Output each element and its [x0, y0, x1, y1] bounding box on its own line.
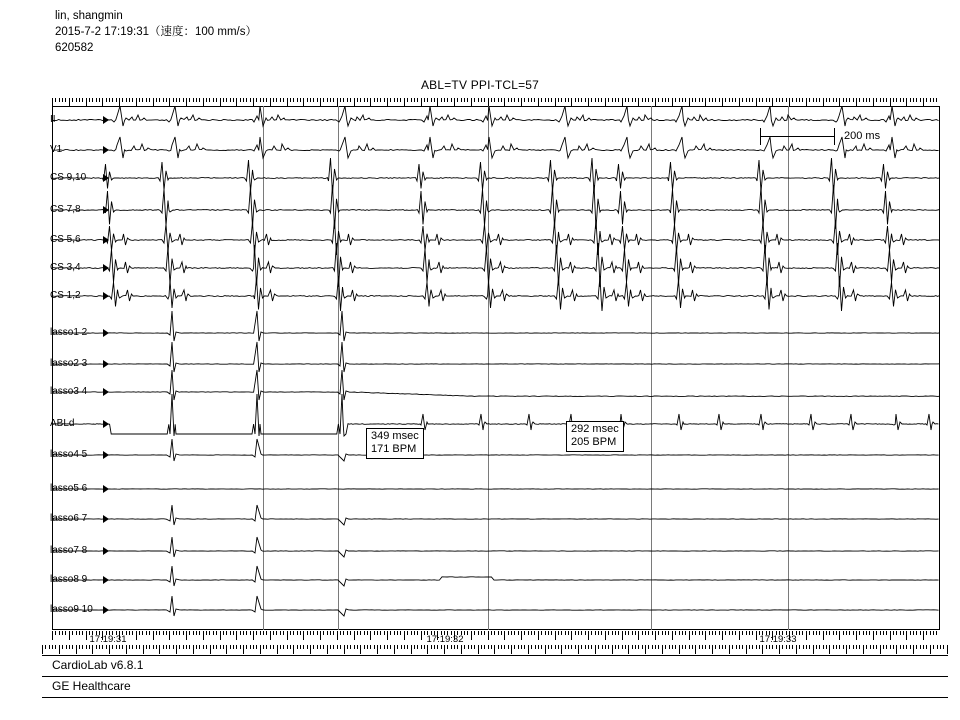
caliper-measurement-1[interactable]: [366, 428, 424, 459]
footer-divider-mid: [42, 676, 948, 677]
signal-traces: [52, 106, 940, 630]
patient-name: lin, shangmin: [55, 10, 123, 22]
footer-time-ruler: [42, 645, 948, 654]
channel-label-10: ABLd: [50, 418, 75, 429]
time-label: 17:19:32: [426, 634, 464, 645]
patient-id: 620582: [55, 42, 94, 54]
footer-divider-top: [42, 655, 948, 656]
channel-label-1: V1: [50, 144, 63, 155]
caliper-1-interval: 349 msec: [371, 430, 419, 442]
channel-label-5: CS 3,4: [50, 262, 81, 273]
channel-label-13: lasso6 7: [50, 513, 88, 524]
channel-label-7: lasso1 2: [50, 327, 88, 338]
channel-label-16: lasso9 10: [50, 604, 93, 615]
recording-datetime-speed: 2015-7-2 17:19:31（速度：100 mm/s）: [55, 26, 257, 38]
time-label: 17:19:31: [89, 634, 127, 645]
scale-bar-right-cap: [834, 128, 835, 145]
caliper-2-interval: 292 msec: [571, 423, 619, 435]
bottom-time-ruler: [52, 631, 940, 640]
channel-label-12: lasso5 6: [50, 483, 88, 494]
caliper-measurement-2[interactable]: [566, 421, 624, 452]
channel-label-15: lasso8 9: [50, 574, 88, 585]
channel-label-9: lasso3 4: [50, 386, 88, 397]
channel-label-6: CS 1,2: [50, 290, 81, 301]
channel-label-2: CS 9,10: [50, 172, 87, 183]
channel-label-14: lasso7 8: [50, 545, 88, 556]
vendor-name: GE Healthcare: [52, 679, 131, 693]
patient-header: [55, 8, 257, 56]
channel-label-4: CS 5,6: [50, 234, 81, 245]
scale-bar-label: 200 ms: [844, 130, 881, 142]
channel-label-11: lasso4 5: [50, 449, 88, 460]
scale-bar-line: [760, 136, 834, 137]
caliper-1-rate: 171 BPM: [371, 443, 417, 455]
channel-label-0: II: [50, 114, 56, 125]
time-label: 17:19:33: [759, 634, 797, 645]
product-name: CardioLab v6.8.1: [52, 658, 144, 672]
channel-label-3: CS 7,8: [50, 204, 81, 215]
channel-label-8: lasso2 3: [50, 358, 88, 369]
footer-divider-bottom: [42, 697, 948, 698]
study-annotation-title: ABL=TV PPI-TCL=57: [420, 78, 540, 92]
caliper-2-rate: 205 BPM: [571, 436, 617, 448]
